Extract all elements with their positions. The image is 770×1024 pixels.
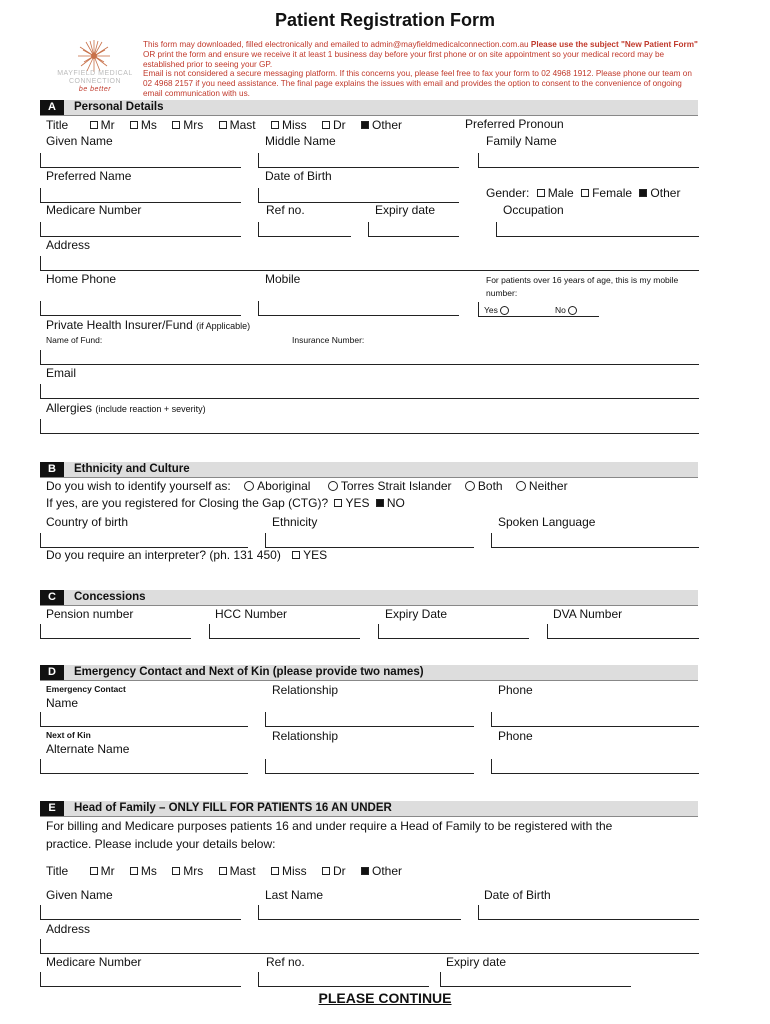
gender-row: Gender: Male Female Other [486,186,681,200]
hof-title-mast[interactable]: Mast [219,864,256,878]
ec-relationship-label: Relationship [272,683,339,697]
over16-note: For patients over 16 years of age, this is my mobile number: [486,275,679,298]
section-c-header: C Concessions [40,590,698,606]
hof-expiry-label: Expiry date [446,955,507,969]
ec-phone-label: Phone [498,683,533,697]
hof-medicare-field[interactable] [40,972,241,987]
mobile-no[interactable]: No [555,305,580,316]
allergies-field[interactable] [40,419,699,434]
dva-field[interactable] [547,624,699,639]
hof-given-field[interactable] [40,905,241,920]
identify-both[interactable]: Both [465,479,503,493]
hof-dob-label: Date of Birth [484,888,551,902]
hof-title-mr[interactable]: Mr [90,864,115,878]
section-d-header: D Emergency Contact and Next of Kin (please provide two names) [40,665,698,681]
identify-neither[interactable]: Neither [516,479,568,493]
given-name-label: Given Name [46,134,113,148]
hof-title-other[interactable]: Other [361,864,402,878]
mobile-yes[interactable]: Yes [484,305,512,316]
title-mrs[interactable]: Mrs [172,118,203,132]
language-label: Spoken Language [498,515,596,529]
ec-relationship-field[interactable] [265,712,474,727]
section-a-header: A Personal Details [40,100,698,116]
preferred-name-field[interactable] [40,188,241,203]
ref-field[interactable] [258,222,351,237]
dob-label: Date of Birth [265,169,332,183]
title-ms[interactable]: Ms [130,118,157,132]
ec-phone-field[interactable] [491,712,699,727]
insurer-field[interactable] [40,350,699,365]
nok-small-label: Next of Kin [46,730,91,740]
title-row: Title Mr Ms Mrs Mast Miss Dr Other [46,118,403,132]
alt-name-field[interactable] [40,759,248,774]
hof-title-row: Title Mr Ms Mrs Mast Miss Dr Other [46,864,403,878]
hof-address-field[interactable] [40,939,699,954]
hof-title-mrs[interactable]: Mrs [172,864,203,878]
country-label: Country of birth [46,515,129,529]
identify-aboriginal[interactable]: Aboriginal [244,479,310,493]
title-miss[interactable]: Miss [271,118,307,132]
dva-label: DVA Number [553,607,623,621]
allergies-label: Allergies (include reaction + severity) [46,401,206,415]
family-name-label: Family Name [486,134,557,148]
preferred-name-label: Preferred Name [46,169,132,183]
hof-intro-1: For billing and Medicare purposes patients 16 and under require a Head of Family to be registered with the [46,819,613,833]
nok-phone-field[interactable] [491,759,699,774]
hof-medicare-label: Medicare Number [46,955,142,969]
hof-expiry-field[interactable] [440,972,631,987]
ec-name-label: Name [46,696,79,710]
middle-name-field[interactable] [258,153,459,168]
gender-female[interactable]: Female [581,186,632,200]
middle-name-label: Middle Name [265,134,336,148]
hof-ref-label: Ref no. [266,955,305,969]
email-notice: This form may downloaded, filled electronically and emailed to admin@mayfieldmedicalconnection.com.au Please use the subject "New Patient Form" OR print the form and ensure we receive it at least 1 business day before your first phone or on site appointment so your medical record may be established prior to seeing your GP. Email is not considered a secure messaging platform. If this concerns you, please feel free to fax your form to 02 4968 1912. Please phone our team on 02 4968 2157 if you need assistance. The final page explains the issues with email and provides the option to consent to the convenience of ongoing email communication with us. [143,40,698,98]
title-other[interactable]: Other [361,118,402,132]
mobile-label: Mobile [265,272,301,286]
conc-expiry-label: Expiry Date [385,607,448,621]
hof-title-dr[interactable]: Dr [322,864,346,878]
pension-field[interactable] [40,624,191,639]
interpreter-yes[interactable]: YES [292,548,327,562]
ec-small-label: Emergency Contact [46,684,126,694]
family-name-field[interactable] [478,153,699,168]
gender-other[interactable]: Other [639,186,680,200]
dob-field[interactable] [258,188,459,203]
logo-text: MAYFIELD MEDICAL CONNECTION be better [57,70,133,93]
gender-male[interactable]: Male [537,186,574,200]
hcc-label: HCC Number [215,607,288,621]
ctg-yes[interactable]: YES [334,496,369,510]
please-continue: PLEASE CONTINUE [318,990,452,1006]
email-label: Email [46,366,77,380]
insurer-label: Private Health Insurer/Fund (if Applicable) [46,318,251,332]
expiry-label: Expiry date [375,203,436,217]
hof-last-field[interactable] [258,905,461,920]
fund-name-label: Name of Fund: [46,335,103,345]
hof-title-miss[interactable]: Miss [271,864,307,878]
expiry-field[interactable] [368,222,459,237]
language-field[interactable] [491,533,699,548]
hcc-field[interactable] [209,624,360,639]
identify-row: Do you wish to identify yourself as: Aboriginal Torres Strait Islander Both Neither [46,479,568,493]
hof-last-label: Last Name [265,888,324,902]
nok-relationship-field[interactable] [265,759,474,774]
home-phone-field[interactable] [40,301,241,316]
conc-expiry-field[interactable] [378,624,529,639]
title-mast[interactable]: Mast [219,118,256,132]
address-field[interactable] [40,256,699,271]
ctg-row: If yes, are you registered for Closing the Gap (CTG)? YES NO [46,496,405,510]
home-phone-label: Home Phone [46,272,117,286]
email-field[interactable] [40,384,699,399]
occupation-field[interactable] [496,222,699,237]
ethnicity-label: Ethnicity [272,515,318,529]
nok-phone-label: Phone [498,729,533,743]
medicare-label: Medicare Number [46,203,142,217]
title-dr[interactable]: Dr [322,118,346,132]
preferred-pronoun-label: Preferred Pronoun [465,117,564,131]
ref-label: Ref no. [266,203,305,217]
section-b-header: B Ethnicity and Culture [40,462,698,478]
ethnicity-field[interactable] [265,533,474,548]
title-mr[interactable]: Mr [90,118,115,132]
nok-relationship-label: Relationship [272,729,339,743]
hof-dob-field[interactable] [478,905,699,920]
occupation-label: Occupation [503,203,564,217]
insurance-number-label: Insurance Number: [292,335,365,345]
ctg-no[interactable]: NO [376,496,405,510]
hof-title-ms[interactable]: Ms [130,864,157,878]
identify-torres[interactable]: Torres Strait Islander [328,479,452,493]
country-field[interactable] [40,533,248,548]
alt-name-label: Alternate Name [46,742,130,756]
ec-name-field[interactable] [40,712,248,727]
interpreter-row: Do you require an interpreter? (ph. 131 450) YES [46,548,328,562]
section-e-header: E Head of Family – ONLY FILL FOR PATIENTS 16 AN UNDER [40,801,698,817]
hof-ref-field[interactable] [258,972,429,987]
address-label: Address [46,238,91,252]
medicare-field[interactable] [40,222,241,237]
pension-label: Pension number [46,607,134,621]
mobile-field[interactable] [258,301,459,316]
hof-given-label: Given Name [46,888,113,902]
hof-intro-2: practice. Please include your details below: [46,837,276,851]
given-name-field[interactable] [40,153,241,168]
hof-address-label: Address [46,922,91,936]
page-title: Patient Registration Form [274,10,496,30]
